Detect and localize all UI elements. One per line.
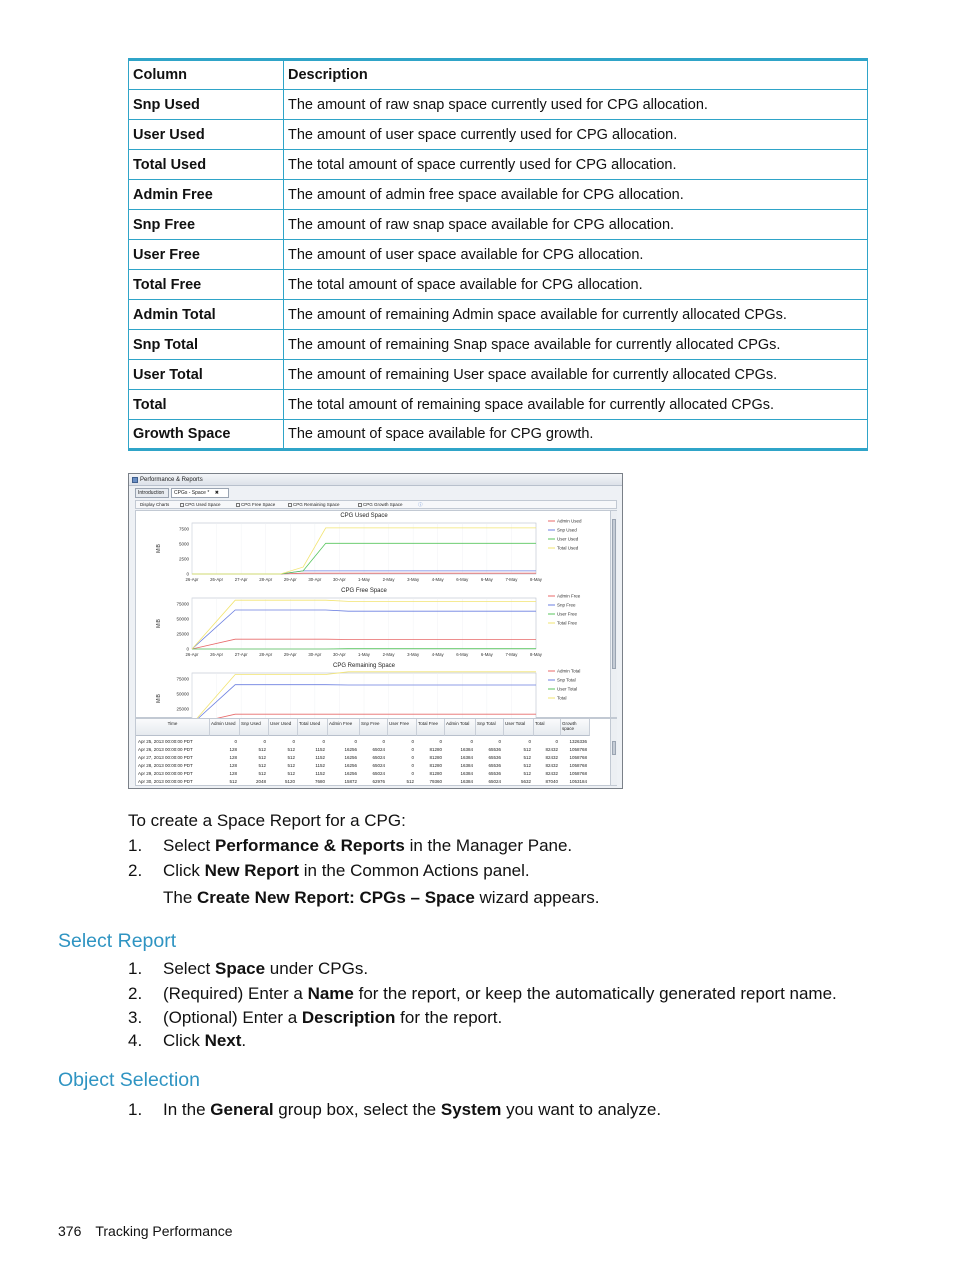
table-header-description: Description [284,60,868,90]
grid-cell: 0 [292,739,295,744]
column-name-cell: User Free [129,240,284,270]
table-header-row [129,60,868,90]
table-header-column: Column [129,60,284,90]
y-tick-label: 5000 [178,541,189,547]
chart-title: CPG Used Space [340,513,388,519]
x-tick-label: 30-Apr [332,577,346,582]
grid-cell: 16256 [344,755,357,760]
grid-cell: 65024 [372,771,385,776]
table-row [129,180,868,210]
checkbox-icon [288,503,292,507]
x-tick-label: 6-May [480,577,493,582]
grid-column-header[interactable]: Total [534,719,561,736]
grid-cell: 81280 [429,755,442,760]
step-number: 1. [128,836,143,855]
grid-cell: 16256 [344,763,357,768]
grid-column-header[interactable]: Total Free [417,719,445,736]
grid-column-header[interactable]: User Total [504,719,534,736]
grid-cell: 0 [354,739,357,744]
step-text-bold: General [210,1100,274,1119]
column-name-cell: Growth Space [129,420,284,450]
x-tick-label: 6-May [480,652,493,657]
footer-section-title: Tracking Performance [95,1223,233,1239]
step-text [163,959,368,979]
object-step-1 [128,1100,888,1122]
x-tick-label: 1-May [358,652,370,657]
x-tick-label: 27-Apr [234,577,248,582]
info-icon[interactable]: ⓘ [418,502,423,507]
grid-column-header[interactable]: Total Used [298,719,328,736]
grid-cell: 512 [523,755,531,760]
grid-cell: 0 [382,739,385,744]
grid-cell: 1152 [315,747,325,752]
legend-entry: User Used [557,536,579,542]
grid-cell: 0 [555,739,558,744]
grid-cell: Apr 25, 2013 00:00:00 PDT [138,739,193,744]
grid-cell: Apr 26, 2013 00:00:00 PDT [138,747,193,752]
grid-cell: 2048 [255,779,266,784]
step-text-pre: Click [163,861,205,880]
grid-cell: 1053184 [569,779,587,784]
step-text-pre: In the [163,1100,211,1119]
x-tick-label: 4-May [431,577,444,582]
grid-cell: 5120 [284,779,295,784]
checkbox-icon [236,503,240,507]
legend-entry: Snp Used [557,527,577,533]
x-tick-label: 28-Apr [259,577,273,582]
page-footer [58,1223,247,1239]
grid-cell: 512 [287,771,295,776]
step-text-pre: Select [163,836,215,855]
grid-cell: 128 [229,755,237,760]
grid-cell: 65024 [372,755,385,760]
table-row [129,120,868,150]
x-tick-label: 27-Apr [234,652,248,657]
grid-cell: 512 [523,763,531,768]
grid-column-header[interactable]: Admin Used [210,719,240,736]
note-post: wizard appears. [474,888,600,907]
tab-cpgs-space-label: CPGs - Space * [174,490,210,496]
grid-cell: 1058768 [569,755,587,760]
grid-cell: 87040 [545,779,558,784]
grid-scrollbar[interactable] [610,719,617,785]
grid-cell: 81280 [429,747,442,752]
grid-cell: 5632 [520,779,531,784]
grid-cell: Apr 27, 2013 00:00:00 PDT [138,755,193,760]
column-description-cell: The amount of space available for CPG growth. [284,420,868,450]
performance-reports-screenshot [128,473,623,789]
grid-column-header[interactable]: User Free [388,719,417,736]
checkbox-icon [358,503,362,507]
grid-cell: 512 [287,747,295,752]
select-step-1 [128,959,888,981]
column-name-cell: User Used [129,120,284,150]
step-text-bold: Name [307,984,354,1003]
grid-cell: 65024 [372,747,385,752]
step-text-pre: Click [163,1031,205,1050]
column-description-cell: The amount of remaining Snap space available for currently allocated CPGs. [284,330,868,360]
grid-cell: 65536 [488,755,501,760]
column-description-cell: The amount of user space available for CPG allocation. [284,240,868,270]
charts-canvas [136,511,610,717]
step-number: 2. [128,861,143,880]
step-number: 2. [128,984,143,1003]
toggle-label: CPG Used Space [185,502,221,507]
x-tick-label: 3-May [407,577,420,582]
step-text-post: you want to analyze. [501,1100,662,1119]
legend-entry: Snp Free [557,602,576,608]
grid-cell: 65536 [488,763,501,768]
step-text-post: in the Common Actions panel. [299,861,530,880]
y-tick-label: 0 [186,646,189,652]
grid-column-header[interactable]: Admin Free [328,719,360,736]
legend-entry: User Total [557,686,578,692]
column-name-cell: Admin Free [129,180,284,210]
step-text [163,861,530,881]
display-charts-label: Display Charts [140,502,170,507]
grid-cell: 79360 [429,779,442,784]
table-row [129,210,868,240]
step-text [163,1100,661,1120]
grid-column-header[interactable]: Growth space [561,719,590,736]
note-pre: The [163,888,198,907]
y-tick-label: 7500 [178,526,189,532]
note-bold: Create New Report: CPGs – Space [197,888,475,907]
x-tick-label: 26-Apr [185,577,199,582]
y-tick-label: 2500 [178,556,189,562]
charts-scrollbar[interactable] [610,511,617,717]
grid-column-header[interactable]: Snp Used [240,719,269,736]
grid-cell: Apr 30, 2013 00:00:00 PDT [138,779,193,784]
grid-cell: 1152 [315,771,325,776]
grid-cell: 1058768 [569,771,587,776]
grid-column-header[interactable]: User Used [269,719,298,736]
tab-cpgs-space[interactable] [171,488,229,498]
x-tick-label: 2-May [382,577,395,582]
step-text-post: in the Manager Pane. [404,836,573,855]
column-name-cell: Snp Total [129,330,284,360]
table-row [129,300,868,330]
x-tick-label: 6-May [456,577,469,582]
step-text-bold: New Report [204,861,300,880]
x-tick-label: 1-May [358,577,370,582]
grid-cell: 16384 [460,763,473,768]
grid-column-header[interactable]: Snp Total [476,719,504,736]
grid-cell: 512 [523,747,531,752]
grid-cell: 1326336 [569,739,587,744]
grid-cell: Apr 28, 2013 00:00:00 PDT [138,763,193,768]
data-grid-body [136,719,610,785]
window-title: Performance & Reports [140,477,203,483]
step-text-bold: Description [301,1008,396,1027]
grid-cell: 15872 [344,779,357,784]
step-text-pre: Select [163,959,215,978]
chart-title: CPG Remaining Space [332,663,396,669]
step-text-pre: (Required) Enter a [163,984,308,1003]
legend-entry: Snp Total [557,677,576,683]
y-tick-label: 0 [186,571,189,577]
column-name-cell: Total [129,390,284,420]
grid-cell: 1152 [315,755,325,760]
grid-cell: 0 [439,739,442,744]
column-description-cell: The amount of remaining Admin space available for currently allocated CPGs. [284,300,868,330]
y-tick-label: 50000 [176,691,189,697]
column-description-cell: The amount of admin free space available for CPG allocation. [284,180,868,210]
grid-cell: 0 [470,739,473,744]
grid-cell: 512 [258,747,266,752]
step-text-post: for the report, or keep the automatically generated report name. [353,984,837,1003]
y-tick-label: 25000 [176,706,189,712]
y-axis-label: MiB [156,544,162,553]
grid-cell: 1152 [315,763,325,768]
charts-panel [135,510,617,718]
grid-cell: 0 [322,739,325,744]
table-row [129,270,868,300]
grid-cell: 0 [411,763,414,768]
column-name-cell: Snp Free [129,210,284,240]
legend-entry: User Free [557,611,578,617]
grid-cell: 0 [234,739,237,744]
close-icon[interactable]: ✖ [214,490,219,496]
chart-title: CPG Free Space [341,588,387,594]
grid-cell: 16384 [460,755,473,760]
y-tick-label: 75000 [176,601,189,607]
grid-cell: 16256 [344,747,357,752]
y-tick-label: 50000 [176,616,189,622]
grid-cell: 512 [523,771,531,776]
x-tick-label: 7-May [505,652,518,657]
x-tick-label: 26-Apr [185,652,199,657]
tab-introduction[interactable]: Introduction [135,488,169,498]
y-tick-label: 25000 [176,631,189,637]
step-number: 1. [128,1100,143,1119]
step-text [163,836,572,856]
grid-cell: 128 [229,771,237,776]
step-text-mid: group box, select the [273,1100,441,1119]
x-tick-label: 30-Apr [308,652,322,657]
select-step-4 [128,1031,888,1053]
y-axis-label: MiB [156,694,162,703]
step-text-bold: Performance & Reports [214,836,405,855]
step-text [163,984,837,1004]
column-description-cell: The amount of raw snap space currently used for CPG allocation. [284,90,868,120]
step-text-bold: Space [214,959,266,978]
grid-cell: 1058768 [569,747,587,752]
grid-cell: 512 [258,755,266,760]
step-text [163,1031,246,1051]
table-row [129,390,868,420]
step-text-pre: (Optional) Enter a [163,1008,302,1027]
grid-cell: 16256 [344,771,357,776]
section-heading-select-report: Select Report [58,930,177,952]
grid-cell: 512 [258,763,266,768]
column-name-cell: Total Free [129,270,284,300]
table-row [129,330,868,360]
create-step-1 [128,836,828,858]
x-tick-label: 26-Apr [210,577,224,582]
grid-cell: 512 [406,779,414,784]
grid-cell: 16384 [460,779,473,784]
table-row [129,90,868,120]
grid-cell: 65024 [488,779,501,784]
x-tick-label: 8-May [530,652,542,657]
grid-column-header[interactable]: Snp Free [360,719,388,736]
legend-entry: Admin Total [557,668,581,674]
grid-cell: 128 [229,747,237,752]
legend-entry: Total [557,695,567,701]
grid-cell: 16384 [460,771,473,776]
scrollbar-thumb[interactable] [612,741,616,755]
select-step-2 [128,984,888,1006]
toggle-cpg-free-space[interactable] [236,502,275,507]
grid-cell: 512 [287,755,295,760]
legend-entry: Total Free [557,620,578,626]
step-text-post: . [241,1031,247,1050]
column-description-cell: The amount of user space currently used for CPG allocation. [284,120,868,150]
grid-cell: 0 [411,771,414,776]
grid-cell: 512 [229,779,237,784]
grid-cell: 0 [411,739,414,744]
toggle-cpg-used-space[interactable] [180,502,221,507]
x-tick-label: 30-Apr [332,652,346,657]
column-description-cell: The total amount of remaining space available for currently allocated CPGs. [284,390,868,420]
grid-cell: 0 [498,739,501,744]
step-number: 4. [128,1031,143,1050]
grid-column-header[interactable]: Time [136,719,210,736]
page-number: 376 [58,1223,82,1239]
grid-cell: 81280 [429,763,442,768]
column-description-cell: The total amount of space currently used for CPG allocation. [284,150,868,180]
x-tick-label: 30-Apr [308,577,322,582]
table-row [129,240,868,270]
toggle-label: CPG Free Space [241,502,276,507]
x-tick-label: 3-May [407,652,420,657]
step-text [163,1008,502,1028]
column-description-table [128,58,868,451]
grid-column-header[interactable]: Admin Total [445,719,476,736]
grid-cell: 65536 [488,747,501,752]
x-tick-label: 29-Apr [283,652,297,657]
step-text-bold: Next [204,1031,242,1050]
x-tick-label: 28-Apr [259,652,273,657]
grid-cell: 82432 [545,771,558,776]
grid-cell: 512 [258,771,266,776]
legend-entry: Total Used [557,545,579,551]
table-row [129,150,868,180]
grid-cell: 0 [411,755,414,760]
window-icon [132,477,138,483]
grid-cell: 512 [287,763,295,768]
column-name-cell: User Total [129,360,284,390]
legend-entry: Admin Used [557,518,582,524]
y-tick-label: 75000 [176,676,189,682]
grid-cell: 82432 [545,763,558,768]
x-tick-label: 2-May [382,652,395,657]
step-text-post: for the report. [395,1008,503,1027]
wizard-note [163,888,600,908]
grid-cell: 0 [411,747,414,752]
step-number: 3. [128,1008,143,1027]
y-axis-label: MiB [156,619,162,628]
step-text-bold-2: System [440,1100,502,1119]
column-name-cell: Total Used [129,150,284,180]
step-number: 1. [128,959,143,978]
x-tick-label: 4-May [431,652,444,657]
grid-cell: 65536 [488,771,501,776]
data-grid [135,718,617,786]
grid-cell: 82432 [545,747,558,752]
grid-cell: Apr 29, 2013 00:00:00 PDT [138,771,193,776]
toggle-label: CPG Growth Space [363,502,403,507]
x-tick-label: 29-Apr [283,577,297,582]
column-description-cell: The total amount of space available for CPG allocation. [284,270,868,300]
grid-cell: 65024 [372,763,385,768]
grid-cell: 0 [528,739,531,744]
column-description-cell: The amount of raw snap space available for CPG allocation. [284,210,868,240]
x-tick-label: 26-Apr [210,652,224,657]
grid-cell: 0 [263,739,266,744]
x-tick-label: 7-May [505,577,518,582]
checkbox-icon [180,503,184,507]
section-heading-object-selection: Object Selection [58,1069,200,1091]
step-text-post: under CPGs. [265,959,369,978]
grid-cell: 62976 [372,779,385,784]
column-name-cell: Snp Used [129,90,284,120]
legend-entry: Admin Free [557,593,581,599]
column-name-cell: Admin Total [129,300,284,330]
select-step-3 [128,1008,888,1030]
grid-cell: 128 [229,763,237,768]
grid-cell: 82432 [545,755,558,760]
window-titlebar [129,474,622,486]
grid-cell: 7680 [314,779,325,784]
toggle-label: CPG Remaining Space [293,502,340,507]
grid-cell: 81280 [429,771,442,776]
chart-toolbar [135,500,617,509]
table-row [129,420,868,450]
x-tick-label: 8-May [530,577,542,582]
toggle-cpg-growth-space[interactable] [358,502,403,507]
x-tick-label: 6-May [456,652,469,657]
table-row [129,360,868,390]
create-step-2 [128,861,828,883]
column-description-cell: The amount of remaining User space available for currently allocated CPGs. [284,360,868,390]
intro-text: To create a Space Report for a CPG: [128,811,406,830]
grid-cell: 1058768 [569,763,587,768]
toggle-cpg-remaining-space[interactable] [288,502,340,507]
grid-cell: 16384 [460,747,473,752]
scrollbar-thumb[interactable] [612,519,616,669]
